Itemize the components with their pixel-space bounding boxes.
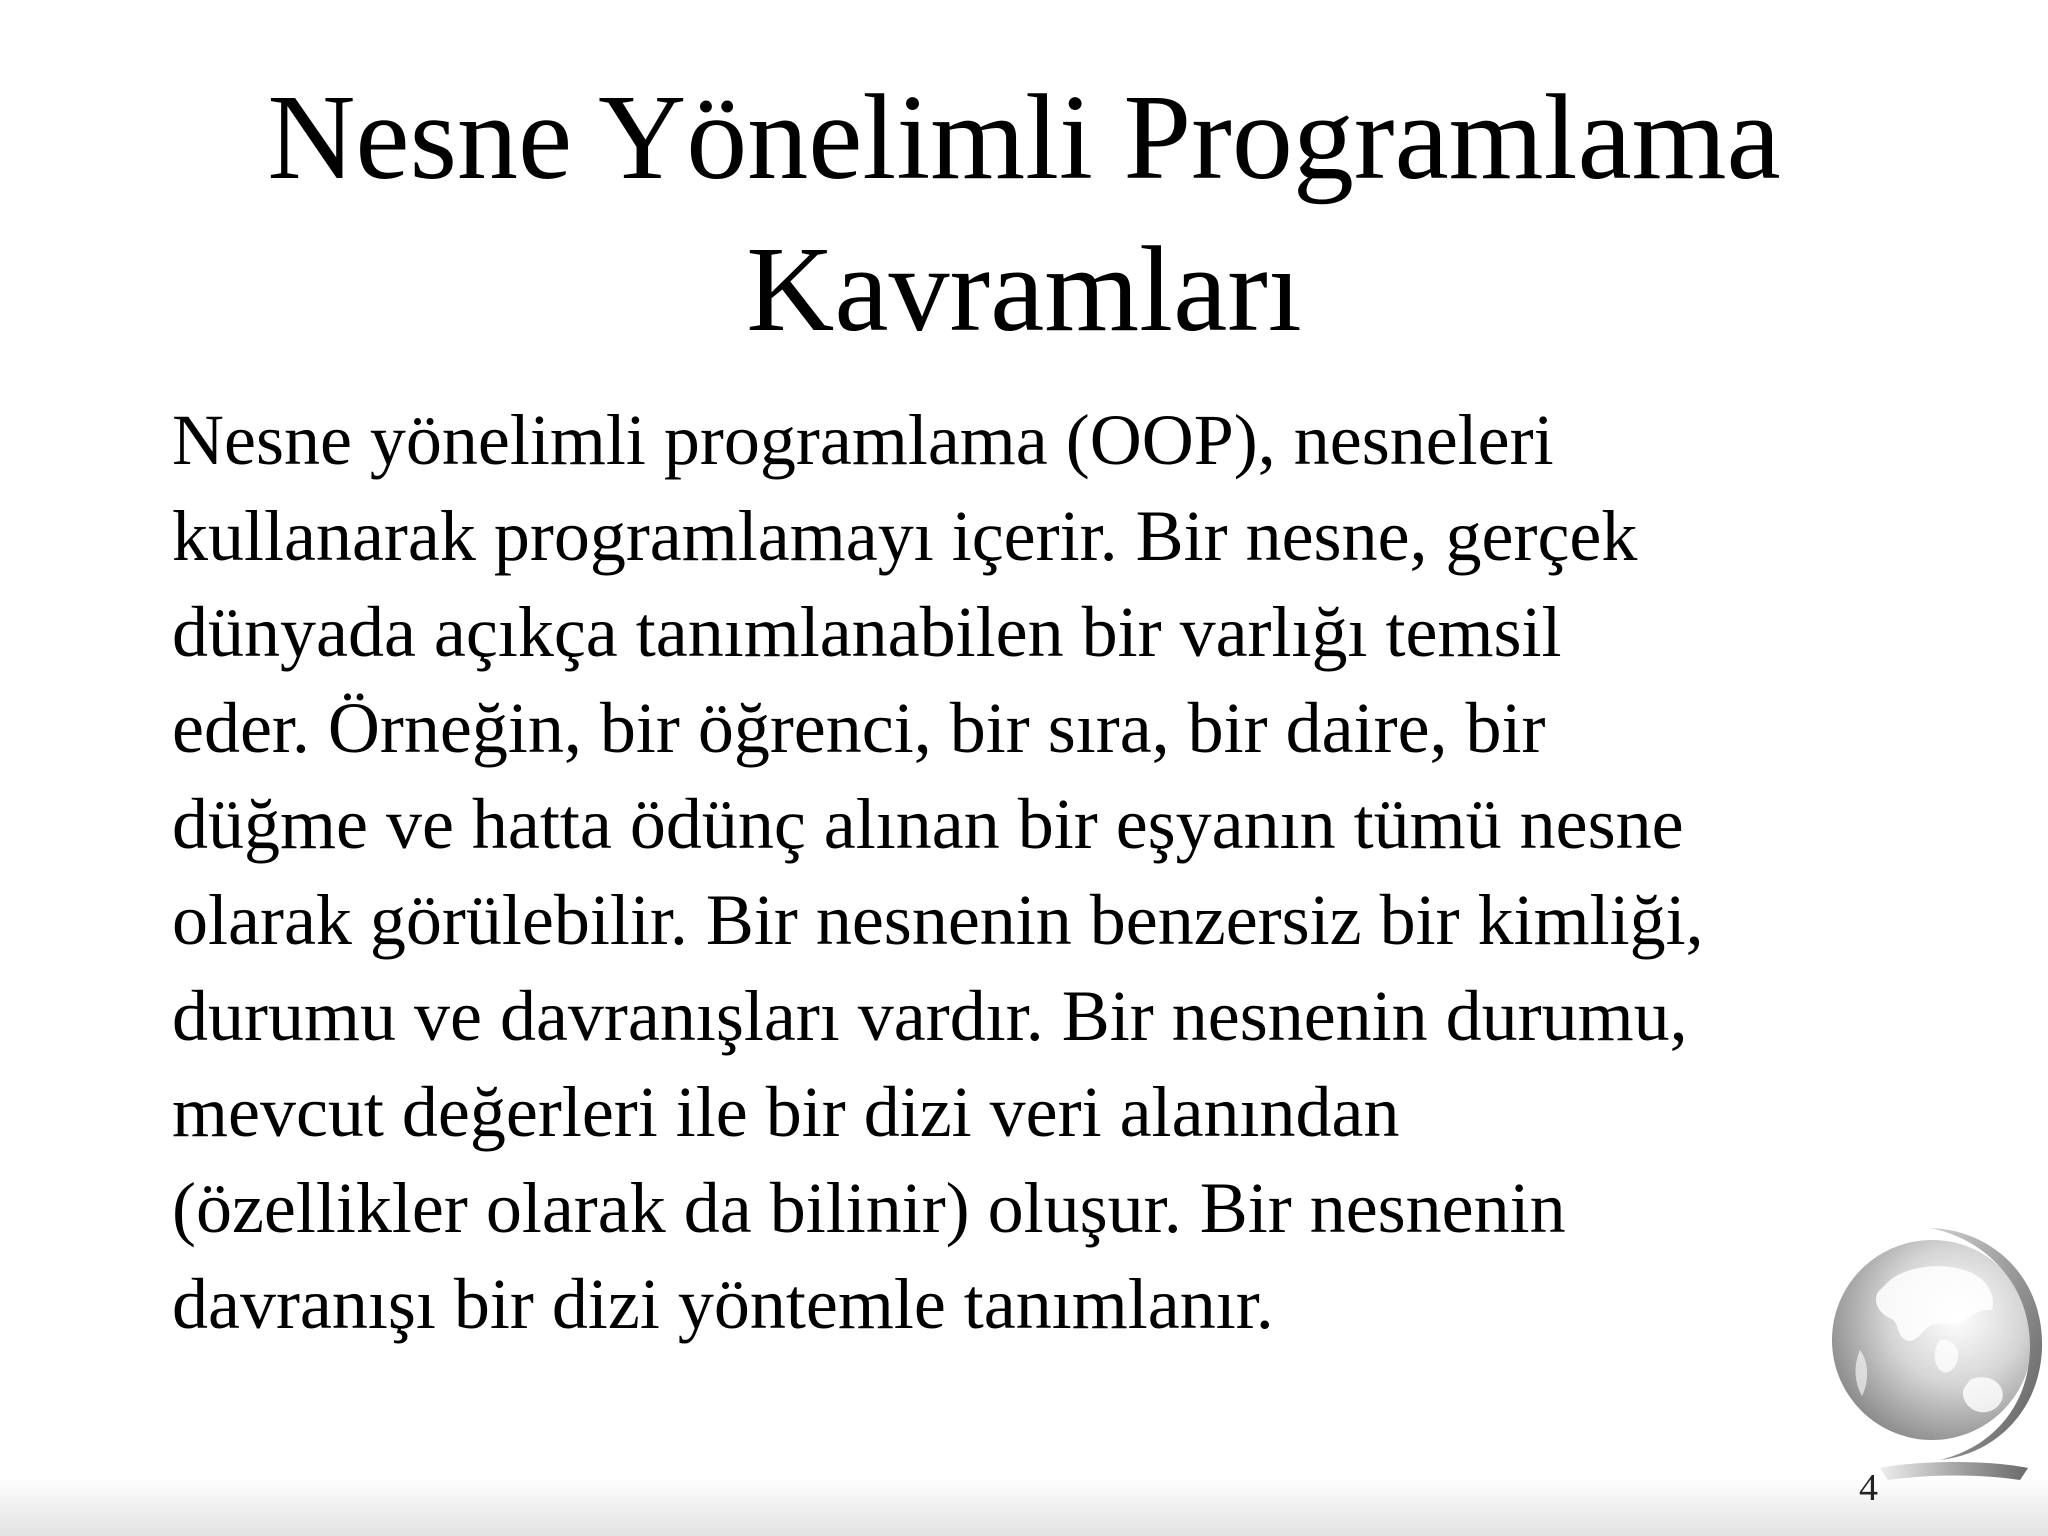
body-line: dünyada açıkça tanımlanabilen bir varlığı temsil <box>172 592 1562 672</box>
body-line: durumu ve davranışları vardır. Bir nesnenin durumu, <box>172 976 1688 1056</box>
slide-title <box>200 62 1848 366</box>
body-line: eder. Örneğin, bir öğrenci, bir sıra, bir daire, bir <box>172 688 1546 768</box>
body-line: mevcut değerleri ile bir dizi veri alanından <box>172 1072 1400 1152</box>
slide-title-line-1: Nesne Yönelimli Programlama <box>267 70 1781 205</box>
globe-icon <box>1820 1210 2048 1500</box>
body-line: kullanarak programlamayı içerir. Bir nesne, gerçek <box>172 496 1638 576</box>
body-line: Nesne yönelimli programlama (OOP), nesneleri <box>172 400 1554 480</box>
footer-band <box>0 1478 2048 1536</box>
slide-body-text <box>172 392 1892 1352</box>
body-line: düğme ve hatta ödünç alınan bir eşyanın tümü nesne <box>172 784 1684 864</box>
body-line: (özellikler olarak da bilinir) oluşur. Bir nesnenin <box>172 1168 1566 1248</box>
slide-title-line-2: Kavramları <box>746 222 1302 357</box>
body-line: davranışı bir dizi yöntemle tanımlanır. <box>172 1264 1274 1344</box>
body-line: olarak görülebilir. Bir nesnenin benzersiz bir kimliği, <box>172 880 1704 960</box>
page-number: 4 <box>1859 1467 1878 1509</box>
